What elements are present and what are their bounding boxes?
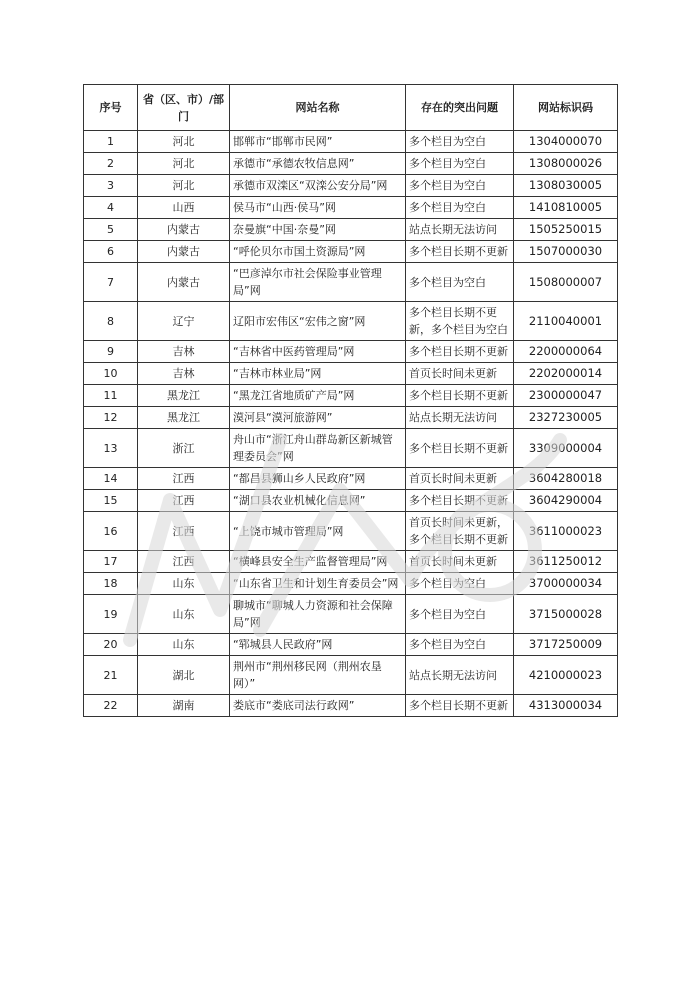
row-issue: 多个栏目长期不更新，多个栏目为空白 <box>406 302 514 341</box>
row-site-name: “黑龙江省地质矿产局”网 <box>230 385 406 407</box>
row-no: 17 <box>84 551 138 573</box>
row-issue: 多个栏目长期不更新 <box>406 695 514 717</box>
row-no: 12 <box>84 407 138 429</box>
row-no: 9 <box>84 341 138 363</box>
header-no: 序号 <box>84 85 138 131</box>
row-province: 山东 <box>138 573 230 595</box>
row-no: 11 <box>84 385 138 407</box>
row-site-name: “山东省卫生和计划生育委员会”网 <box>230 573 406 595</box>
table-row <box>84 263 618 302</box>
row-site-name: 奈曼旗“中国·奈曼”网 <box>230 219 406 241</box>
row-site-name: “呼伦贝尔市国土资源局”网 <box>230 241 406 263</box>
row-site-name: 辽阳市宏伟区“宏伟之窗”网 <box>230 302 406 341</box>
row-province: 内蒙古 <box>138 263 230 302</box>
row-province: 吉林 <box>138 341 230 363</box>
row-no: 16 <box>84 512 138 551</box>
row-province: 内蒙古 <box>138 241 230 263</box>
table-row <box>84 573 618 595</box>
table-row <box>84 595 618 634</box>
row-site-name: 侯马市“山西·侯马”网 <box>230 197 406 219</box>
row-province: 黑龙江 <box>138 385 230 407</box>
row-province: 江西 <box>138 490 230 512</box>
row-issue: 站点长期无法访问 <box>406 219 514 241</box>
table-row <box>84 512 618 551</box>
row-site-code: 3604280018 <box>514 468 618 490</box>
row-site-code: 3717250009 <box>514 634 618 656</box>
row-no: 3 <box>84 175 138 197</box>
row-site-name: “横峰县安全生产监督管理局”网 <box>230 551 406 573</box>
row-site-name: “湖口县农业机械化信息网” <box>230 490 406 512</box>
row-issue: 站点长期无法访问 <box>406 656 514 695</box>
row-no: 1 <box>84 131 138 153</box>
row-site-code: 1308030005 <box>514 175 618 197</box>
row-site-name: “吉林省中医药管理局”网 <box>230 341 406 363</box>
row-province: 辽宁 <box>138 302 230 341</box>
table-header-row <box>84 85 618 131</box>
table-row <box>84 551 618 573</box>
row-site-name: 聊城市“聊城人力资源和社会保障局”网 <box>230 595 406 634</box>
row-issue: 多个栏目为空白 <box>406 634 514 656</box>
row-issue: 多个栏目为空白 <box>406 197 514 219</box>
table-row <box>84 302 618 341</box>
table-row <box>84 241 618 263</box>
row-site-code: 1507000030 <box>514 241 618 263</box>
row-site-name: “郓城县人民政府”网 <box>230 634 406 656</box>
row-site-name: “吉林市林业局”网 <box>230 363 406 385</box>
table-row <box>84 468 618 490</box>
website-issues-table <box>83 84 618 717</box>
row-site-code: 4210000023 <box>514 656 618 695</box>
row-issue: 多个栏目为空白 <box>406 595 514 634</box>
table-row <box>84 175 618 197</box>
header-province: 省（区、市）/部门 <box>138 85 230 131</box>
row-site-code: 3604290004 <box>514 490 618 512</box>
row-site-name: 承德市“承德农牧信息网” <box>230 153 406 175</box>
row-province: 山东 <box>138 634 230 656</box>
row-no: 10 <box>84 363 138 385</box>
table-row <box>84 153 618 175</box>
row-province: 江西 <box>138 551 230 573</box>
table-row <box>84 385 618 407</box>
row-no: 5 <box>84 219 138 241</box>
table-row <box>84 131 618 153</box>
row-issue: 多个栏目长期不更新 <box>406 341 514 363</box>
row-issue: 多个栏目为空白 <box>406 153 514 175</box>
row-province: 山西 <box>138 197 230 219</box>
table-row <box>84 429 618 468</box>
row-issue: 多个栏目长期不更新 <box>406 385 514 407</box>
row-issue: 首页长时间未更新，多个栏目长期不更新 <box>406 512 514 551</box>
header-issue: 存在的突出问题 <box>406 85 514 131</box>
row-no: 21 <box>84 656 138 695</box>
table-row <box>84 634 618 656</box>
row-province: 内蒙古 <box>138 219 230 241</box>
row-issue: 首页长时间未更新 <box>406 363 514 385</box>
row-province: 江西 <box>138 512 230 551</box>
row-issue: 首页长时间未更新 <box>406 468 514 490</box>
row-issue: 站点长期无法访问 <box>406 407 514 429</box>
table-body <box>84 131 618 717</box>
row-no: 19 <box>84 595 138 634</box>
row-site-code: 2327230005 <box>514 407 618 429</box>
row-no: 4 <box>84 197 138 219</box>
row-no: 18 <box>84 573 138 595</box>
row-no: 6 <box>84 241 138 263</box>
row-site-code: 3715000028 <box>514 595 618 634</box>
row-no: 20 <box>84 634 138 656</box>
row-site-code: 2202000014 <box>514 363 618 385</box>
row-site-code: 1508000007 <box>514 263 618 302</box>
header-site-name: 网站名称 <box>230 85 406 131</box>
table-row <box>84 407 618 429</box>
row-no: 15 <box>84 490 138 512</box>
row-site-code: 3309000004 <box>514 429 618 468</box>
row-issue: 多个栏目为空白 <box>406 175 514 197</box>
row-site-code: 3700000034 <box>514 573 618 595</box>
row-issue: 多个栏目长期不更新 <box>406 241 514 263</box>
row-site-code: 2200000064 <box>514 341 618 363</box>
row-no: 22 <box>84 695 138 717</box>
table-row <box>84 197 618 219</box>
table-row <box>84 490 618 512</box>
row-site-code: 1410810005 <box>514 197 618 219</box>
row-no: 13 <box>84 429 138 468</box>
row-issue: 多个栏目长期不更新 <box>406 429 514 468</box>
row-site-name: 舟山市“浙江舟山群岛新区新城管理委员会”网 <box>230 429 406 468</box>
table-row <box>84 219 618 241</box>
row-site-code: 1304000070 <box>514 131 618 153</box>
row-province: 江西 <box>138 468 230 490</box>
row-site-code: 3611250012 <box>514 551 618 573</box>
row-province: 吉林 <box>138 363 230 385</box>
header-site-code: 网站标识码 <box>514 85 618 131</box>
row-no: 2 <box>84 153 138 175</box>
row-no: 8 <box>84 302 138 341</box>
row-site-code: 2110040001 <box>514 302 618 341</box>
row-site-name: “上饶市城市管理局”网 <box>230 512 406 551</box>
table-row <box>84 656 618 695</box>
row-issue: 多个栏目长期不更新 <box>406 490 514 512</box>
row-site-code: 4313000034 <box>514 695 618 717</box>
table-row <box>84 695 618 717</box>
row-province: 山东 <box>138 595 230 634</box>
row-no: 14 <box>84 468 138 490</box>
row-issue: 多个栏目为空白 <box>406 573 514 595</box>
row-no: 7 <box>84 263 138 302</box>
row-province: 湖南 <box>138 695 230 717</box>
row-province: 河北 <box>138 153 230 175</box>
table-row <box>84 341 618 363</box>
row-province: 河北 <box>138 131 230 153</box>
table-row <box>84 363 618 385</box>
row-site-name: 荆州市“荆州移民网（荆州农垦网）” <box>230 656 406 695</box>
row-site-name: 娄底市“娄底司法行政网” <box>230 695 406 717</box>
row-province: 河北 <box>138 175 230 197</box>
row-issue: 多个栏目为空白 <box>406 263 514 302</box>
row-site-name: 承德市双滦区“双滦公安分局”网 <box>230 175 406 197</box>
row-site-name: 邯郸市“邯郸市民网” <box>230 131 406 153</box>
row-site-code: 2300000047 <box>514 385 618 407</box>
row-site-code: 3611000023 <box>514 512 618 551</box>
row-site-name: “都昌县狮山乡人民政府”网 <box>230 468 406 490</box>
row-province: 湖北 <box>138 656 230 695</box>
row-site-code: 1308000026 <box>514 153 618 175</box>
row-site-name: 漠河县“漠河旅游网” <box>230 407 406 429</box>
row-issue: 首页长时间未更新 <box>406 551 514 573</box>
row-issue: 多个栏目为空白 <box>406 131 514 153</box>
row-province: 黑龙江 <box>138 407 230 429</box>
row-site-name: “巴彦淖尔市社会保险事业管理局”网 <box>230 263 406 302</box>
row-province: 浙江 <box>138 429 230 468</box>
row-site-code: 1505250015 <box>514 219 618 241</box>
